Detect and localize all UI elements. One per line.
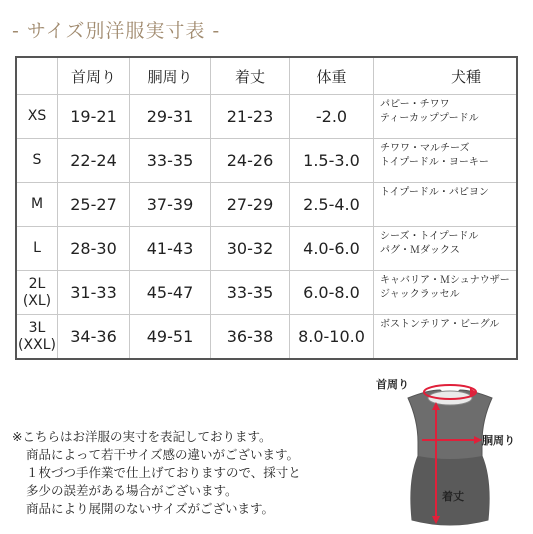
chest-cell: 41-43 bbox=[130, 227, 211, 271]
breed-line: トイプードル・パピヨン bbox=[380, 187, 489, 198]
note-line: 商品によって若干サイズ感の違いがございます。 bbox=[26, 447, 300, 462]
breed-cell bbox=[374, 139, 518, 183]
notes bbox=[12, 428, 301, 518]
table-row bbox=[16, 315, 517, 360]
length-cell: 27-29 bbox=[211, 183, 290, 227]
weight-cell: 4.0-6.0 bbox=[290, 227, 374, 271]
breed-line: チワワ・マルチーズ bbox=[380, 143, 470, 154]
chest-cell: 49-51 bbox=[130, 315, 211, 360]
measurement-diagram bbox=[370, 370, 530, 530]
header-chest: 胴周り bbox=[130, 57, 211, 95]
weight-cell: 8.0-10.0 bbox=[290, 315, 374, 360]
size-cell: XS bbox=[16, 95, 58, 139]
header-length: 着丈 bbox=[211, 57, 290, 95]
neck-cell: 22-24 bbox=[58, 139, 130, 183]
length-cell: 36-38 bbox=[211, 315, 290, 360]
size-cell: 2L (XL) bbox=[16, 271, 58, 315]
neck-cell: 34-36 bbox=[58, 315, 130, 360]
weight-cell: -2.0 bbox=[290, 95, 374, 139]
weight-cell: 1.5-3.0 bbox=[290, 139, 374, 183]
table-row bbox=[16, 271, 517, 315]
neck-cell: 31-33 bbox=[58, 271, 130, 315]
table-header-row bbox=[16, 57, 517, 95]
neck-label: 首周り bbox=[376, 378, 409, 391]
breed-cell bbox=[374, 227, 518, 271]
breed-line: ボストンテリア・ビーグル bbox=[380, 319, 500, 330]
table-row bbox=[16, 139, 517, 183]
note-line: 商品により展開のないサイズがございます。 bbox=[26, 501, 275, 516]
chest-cell: 33-35 bbox=[130, 139, 211, 183]
table-row bbox=[16, 95, 517, 139]
breed-line: シーズ・トイプードル bbox=[380, 231, 479, 242]
neck-cell: 28-30 bbox=[58, 227, 130, 271]
neck-cell: 25-27 bbox=[58, 183, 130, 227]
length-cell: 33-35 bbox=[211, 271, 290, 315]
table-row bbox=[16, 227, 517, 271]
size-table bbox=[15, 56, 518, 360]
breed-line: パピー・チワワ bbox=[380, 99, 450, 110]
header-weight: 体重 bbox=[290, 57, 374, 95]
chest-cell: 45-47 bbox=[130, 271, 211, 315]
breed-cell bbox=[374, 95, 518, 139]
breed-line: パグ・Ｍダックス bbox=[380, 245, 460, 256]
weight-cell: 6.0-8.0 bbox=[290, 271, 374, 315]
weight-cell: 2.5-4.0 bbox=[290, 183, 374, 227]
breed-cell bbox=[374, 315, 518, 360]
length-cell: 30-32 bbox=[211, 227, 290, 271]
size-cell: S bbox=[16, 139, 58, 183]
breed-cell bbox=[374, 183, 518, 227]
neck-cell: 19-21 bbox=[58, 95, 130, 139]
chest-label: 胴周り bbox=[482, 434, 515, 447]
breed-line: ジャックラッセル bbox=[380, 289, 460, 300]
breed-line: ティーカッププードル bbox=[380, 113, 479, 124]
note-line: １枚づつ手作業で仕上げておりますので、採寸と bbox=[26, 465, 301, 480]
size-cell: 3L (XXL) bbox=[16, 315, 58, 360]
header-breed: 犬種 bbox=[374, 57, 518, 95]
length-cell: 21-23 bbox=[211, 95, 290, 139]
note-line: 多少の誤差がある場合がございます。 bbox=[26, 483, 238, 498]
header-neck: 首周り bbox=[58, 57, 130, 95]
chest-cell: 29-31 bbox=[130, 95, 211, 139]
breed-line: トイプードル・ヨーキー bbox=[380, 157, 489, 168]
table-row bbox=[16, 183, 517, 227]
header-size bbox=[16, 57, 58, 95]
length-cell: 24-26 bbox=[211, 139, 290, 183]
breed-line: キャバリア・Ｍシュナウザー bbox=[380, 275, 510, 286]
size-cell: L bbox=[16, 227, 58, 271]
breed-cell bbox=[374, 271, 518, 315]
note-line: ※こちらはお洋服の実寸を表記しております。 bbox=[12, 429, 272, 444]
size-cell: M bbox=[16, 183, 58, 227]
garment-illustration bbox=[370, 370, 530, 530]
length-label: 着丈 bbox=[442, 490, 464, 503]
chest-cell: 37-39 bbox=[130, 183, 211, 227]
page-title: - サイズ別洋服実寸表 - bbox=[12, 20, 221, 42]
